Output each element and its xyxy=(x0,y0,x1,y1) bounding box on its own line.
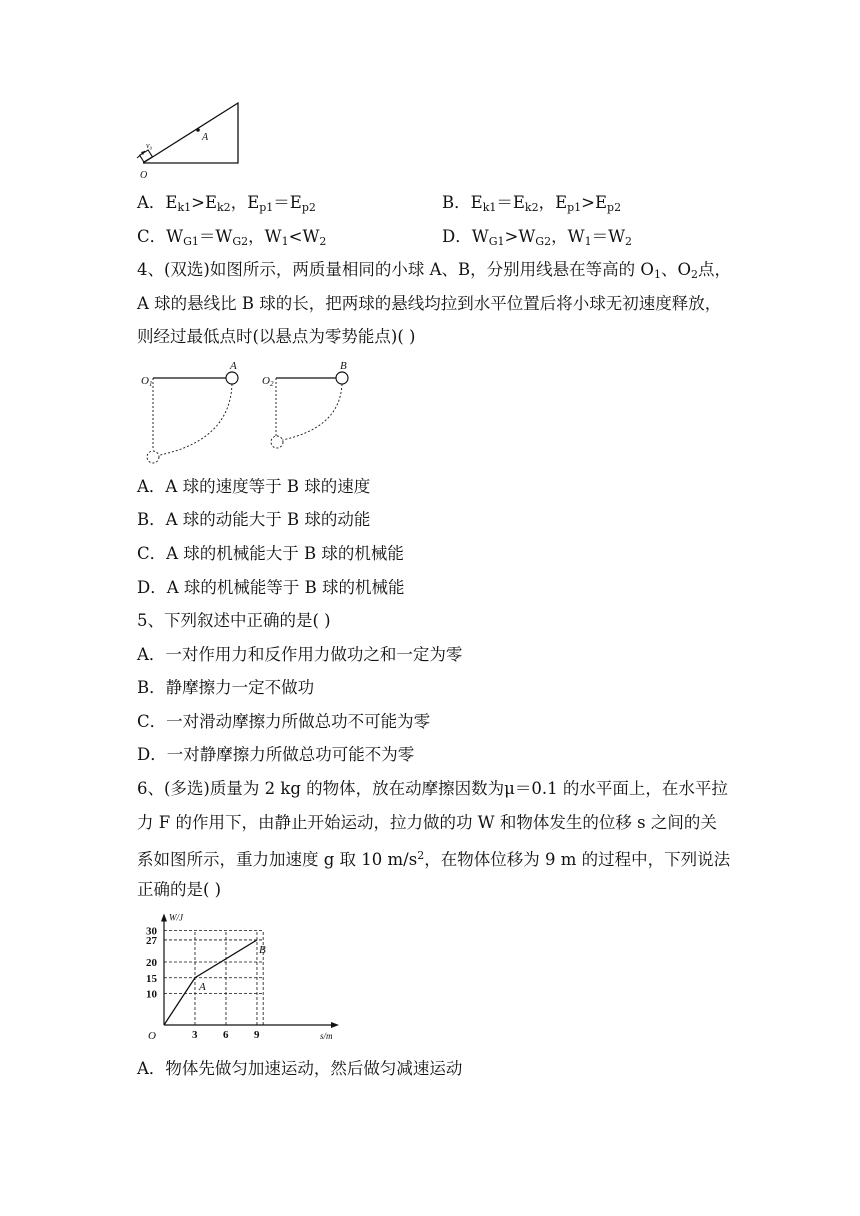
q3-option-c: C．$W_{G1}=W_{G2}$，$W_1<W_2$ xyxy=(137,227,327,248)
q3-option-b: B．$E_{k1}=E_{k2}$，$E_{p1}>E_{p2}$ xyxy=(442,193,622,214)
q6-stem-line1: 6、(多选)质量为 2 kg 的物体，放在动摩擦因数为μ＝0.1 的水平面上，在水平拉 xyxy=(137,779,728,798)
x-axis-arrow xyxy=(331,1022,339,1028)
origin-label: O xyxy=(148,1030,156,1042)
y-tick-15: 15 xyxy=(146,972,157,985)
y-tick-30: 30 xyxy=(146,925,157,938)
label-v0: v₀ xyxy=(146,141,153,150)
y-tick-20: 20 xyxy=(146,957,157,969)
q4-stem-line3: 则经过最低点时(以悬点为零势能点)( ) xyxy=(137,327,416,346)
y-axis-label: W/J xyxy=(169,912,183,923)
q4-stem-line1: 4、(双选)如图所示，两质量相同的小球 A、B，分别用线悬在等高的 $O_1$、$O_2$点， xyxy=(137,260,731,281)
label-o2: O2 xyxy=(262,375,274,388)
x-tick-3: 3 xyxy=(191,1029,198,1041)
q6-stem-line3: 系如图所示，重力加速度 g 取 10 $m/s^2$，在物体位移为 9 m 的过程中，下列说法 xyxy=(137,849,731,869)
q5-option-c: C．一对滑动摩擦力所做总功不可能为零 xyxy=(137,712,431,731)
q4-option-b: B．A 球的动能大于 B 球的动能 xyxy=(137,510,371,529)
q4-stem-line2: A 球的悬线比 B 球的长，把两球的悬线均拉到水平位置后将小球无初速度释放， xyxy=(137,294,722,313)
q5-option-b: B．静摩擦力一定不做功 xyxy=(137,678,315,697)
label-o1: O1 xyxy=(141,375,153,388)
q5-stem: 5、下列叙述中正确的是( ) xyxy=(137,611,331,630)
q4-option-d: D．A 球的机械能等于 B 球的机械能 xyxy=(137,578,405,597)
x-axis-label: s/m xyxy=(320,1031,333,1041)
y-tick-27: 27 xyxy=(146,934,157,947)
q5-option-a: A．一对作用力和反作用力做功之和一定为零 xyxy=(137,645,463,664)
q4-option-a: A．A 球的速度等于 B 球的速度 xyxy=(137,477,371,496)
q6-stem-line2: 力 F 的作用下，由静止开始运动，拉力做的功 W 和物体发生的位移 s 之间的关 xyxy=(137,813,717,832)
label-ball-a: A xyxy=(230,360,237,372)
x-tick-9: 9 xyxy=(253,1029,260,1041)
x-tick-6: 6 xyxy=(222,1029,229,1041)
q4-option-c: C．A 球的机械能大于 B 球的机械能 xyxy=(137,544,404,563)
q6-option-a: A．物体先做匀加速运动，然后做匀减速运动 xyxy=(137,1059,463,1078)
q3-option-a: A．$E_{k1}>E_{k2}$，$E_{p1}=E_{p2}$ xyxy=(137,193,316,214)
y-tick-10: 10 xyxy=(146,988,157,1001)
label-ball-b: B xyxy=(340,360,347,372)
q5-option-d: D．一对静摩擦力所做总功可能不为零 xyxy=(137,745,415,764)
label-a: A xyxy=(202,132,209,143)
w-s-line xyxy=(164,940,257,1025)
label-o: O xyxy=(140,170,148,181)
point-label-b: B xyxy=(258,943,266,956)
y-axis-arrow xyxy=(161,914,167,922)
q3-option-d: D．$W_{G1}>W_{G2}$，$W_1=W_2$ xyxy=(442,227,633,248)
point-label-a: A xyxy=(198,980,206,993)
q6-stem-line4: 正确的是( ) xyxy=(137,880,222,899)
